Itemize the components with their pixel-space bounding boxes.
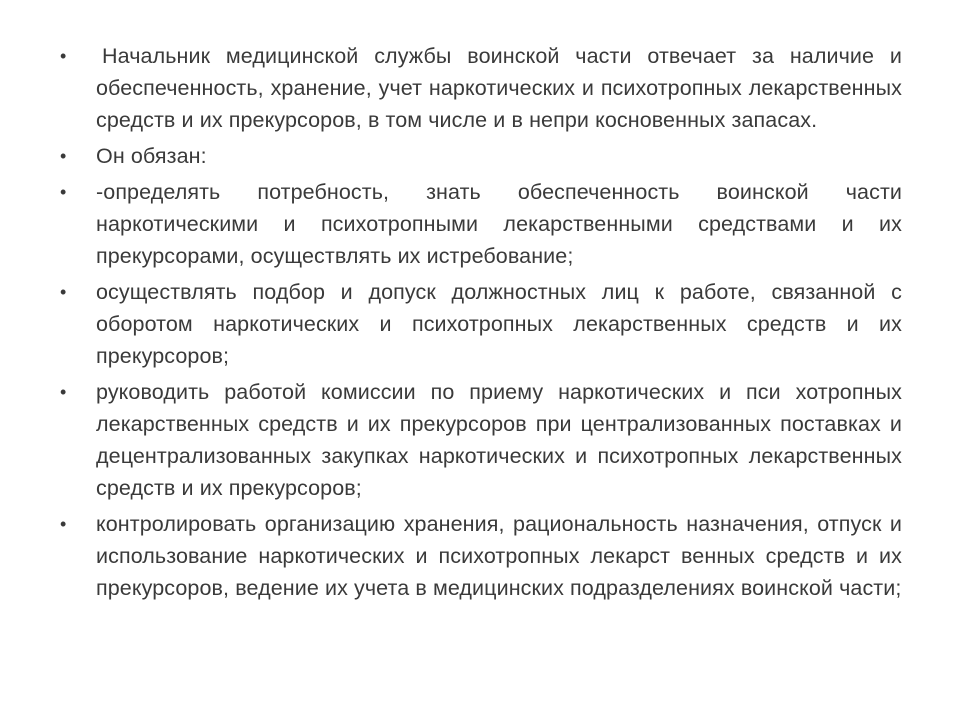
list-item bbox=[60, 508, 902, 604]
list-item bbox=[60, 376, 902, 504]
list-item bbox=[60, 40, 902, 136]
bullet-icon: • bbox=[60, 146, 67, 166]
list-item-text: Он обязан: bbox=[96, 144, 207, 168]
list-item-text: Начальник медицинской службы воинской части отвечает за наличие и обеспеченность, хранение, учет наркотических и психотропных лекарственных средств и их прекурсоров, в том числе и в непри косновенных запасах. bbox=[96, 44, 902, 132]
list-item-text: -определять потребность, знать обеспеченность воинской части наркотическими и психотропными лекарственными средствами и их прекурсорами, осуществлять их истребование; bbox=[96, 180, 902, 268]
list-item bbox=[60, 140, 902, 172]
bullet-icon: • bbox=[60, 182, 67, 202]
bullet-icon: • bbox=[60, 382, 67, 402]
bullet-list bbox=[60, 40, 902, 608]
list-item bbox=[60, 176, 902, 272]
list-item bbox=[60, 276, 902, 372]
list-item-text: контролировать организацию хранения, рациональность назначения, отпуск и использование наркотических и психотропных лекарст венных средств и их прекурсоров, ведение их учета в медицинских подразделениях воинской части; bbox=[96, 512, 902, 600]
bullet-icon: • bbox=[60, 514, 67, 534]
list-item-text: руководить работой комиссии по приему наркотических и пси хотропных лекарственных средств и их прекурсоров при централизованных поставках и децентрализованных закупках наркотических и психотропных лекарственных средств и их прекурсоров; bbox=[96, 380, 902, 500]
bullet-icon: • bbox=[60, 46, 67, 66]
list-item-text: осуществлять подбор и допуск должностных лиц к работе, связанной с оборотом наркотических и психотропных лекарственных средств и их прекурсоров; bbox=[96, 280, 902, 368]
bullet-icon: • bbox=[60, 282, 67, 302]
